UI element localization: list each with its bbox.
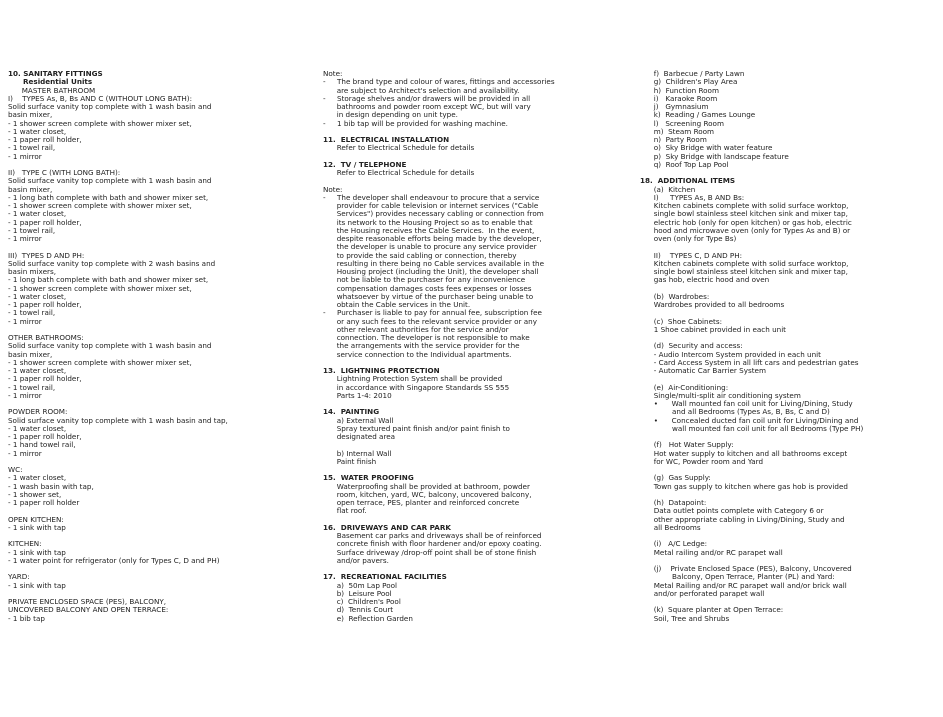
spec-column-middle <box>323 70 639 623</box>
spec-line: KITCHEN: <box>8 539 42 549</box>
spec-line: Solid surface vanity top complete with 2 wash basins and <box>8 258 216 268</box>
spec-line: Soil, Tree and Shrubs <box>640 613 730 623</box>
section-heading: 13. LIGHTNING PROTECTION <box>323 366 440 375</box>
spec-line: I) TYPES As, B AND Bs: <box>640 192 745 202</box>
spec-line: m) Steam Room <box>640 126 715 136</box>
spec-line: - 1 shower screen complete with shower mixer set, <box>8 283 192 293</box>
spec-line: Hot water supply to kitchen and all bathrooms except <box>640 448 848 458</box>
spec-line: the developer is unable to procure any service provider <box>323 242 537 252</box>
spec-line: Kitchen cabinets complete with solid surface worktop, <box>640 258 849 268</box>
spec-line: (c) Shoe Cabinets: <box>640 316 723 326</box>
spec-line: its network to the Housing Project so as to enable that <box>323 217 533 227</box>
spec-line: Lightning Protection System shall be provided <box>323 374 503 384</box>
spec-line: Kitchen cabinets complete with solid surface worktop, <box>640 201 849 210</box>
spec-line: (k) Square planter at Open Terrace: <box>640 605 784 615</box>
spec-line: - Storage shelves and/or drawers will be provided in all <box>323 93 531 103</box>
spec-line: basin mixers, <box>8 267 56 276</box>
spec-line: POWDER ROOM: <box>8 407 68 417</box>
spec-line: - 1 paper roll holder, <box>8 217 82 227</box>
spec-line: - 1 bib tap will be provided for washing machine. <box>323 118 508 128</box>
spec-line: - 1 towel rail, <box>8 382 56 392</box>
spec-line: to provide the said cabling or connection, thereby <box>323 250 517 260</box>
spec-line: single bowl stainless steel kitchen sink and mixer tap, <box>640 209 848 219</box>
spec-line: Solid surface vanity top complete with 1 wash basin and <box>8 341 212 351</box>
spec-line: - 1 towel rail, <box>8 308 56 318</box>
spec-line: hood and microwave oven (only for Types As and B) or <box>640 225 851 235</box>
spec-line: basin mixer, <box>8 184 53 194</box>
spec-line: - 1 sink with tap <box>8 547 66 557</box>
spec-line: - 1 wash basin with tap, <box>8 481 94 491</box>
spec-line: - 1 paper roll holder, <box>8 135 82 144</box>
spec-line: provider for cable television or internet services ("Cable <box>323 201 539 210</box>
spec-line: Metal Railing and/or RC parapet wall and/or brick wall <box>640 580 847 590</box>
spec-line: Refer to Electrical Schedule for details <box>323 143 475 153</box>
spec-line: - 1 paper roll holder <box>8 498 80 507</box>
spec-line: - 1 shower screen complete with shower mixer set, <box>8 357 192 367</box>
spec-line: Basement car parks and driveways shall be of reinforced <box>323 531 542 540</box>
spec-line: - 1 paper roll holder, <box>8 374 82 384</box>
spec-line: (d) Security and access: <box>640 341 743 351</box>
spec-line: (i) A/C Ledge: <box>640 539 708 549</box>
spec-line: - Automatic Car Barrier System <box>640 366 766 375</box>
spec-line: all Bedrooms <box>640 522 701 532</box>
spec-line: o) Sky Bridge with water feature <box>640 143 773 153</box>
spec-line: - 1 mirror <box>8 316 42 326</box>
spec-line: open terrace, PES, planter and reinforced concrete <box>323 498 520 507</box>
spec-line: h) Function Room <box>640 85 719 95</box>
spec-line: in accordance with Singapore Standards SS 555 <box>323 382 510 392</box>
spec-line: d) Tennis Court <box>323 605 394 615</box>
spec-line: b) Internal Wall <box>323 448 392 458</box>
spec-line: Note: <box>323 69 343 78</box>
spec-line: electric hob (only for open kitchen) or gas hob, electric <box>640 217 852 227</box>
spec-line: MASTER BATHROOM <box>8 85 96 95</box>
spec-line: - 1 paper roll holder, <box>8 432 82 441</box>
spec-line: single bowl stainless steel kitchen sink and mixer tap, <box>640 267 848 276</box>
spec-line: Metal railing and/or RC parapet wall <box>640 547 783 557</box>
spec-line: - 1 long bath complete with bath and shower mixer set, <box>8 275 209 285</box>
spec-line: f) Barbecue / Party Lawn <box>640 69 745 78</box>
spec-line: room, kitchen, yard, WC, balcony, uncovered balcony, <box>323 489 532 499</box>
spec-line: - 1 mirror <box>8 448 42 458</box>
spec-line: the Housing receives the Cable Services. In the event, <box>323 225 535 235</box>
spec-line: (j) Private Enclosed Space (PES), Balcony, Uncovered <box>640 564 852 573</box>
spec-line: Wardrobes provided to all bedrooms <box>640 300 785 309</box>
spec-line: e) Reflection Garden <box>323 613 413 623</box>
spec-line: - 1 sink with tap <box>8 522 66 532</box>
spec-line: - Audio Intercom System provided in each unit <box>640 349 821 359</box>
spec-line: (b) Wardrobes: <box>640 291 710 301</box>
spec-line: - 1 water closet, <box>8 366 67 375</box>
spec-line: II) TYPES C, D AND PH: <box>640 250 743 260</box>
spec-line: Services") provides necessary cabling or connection from <box>323 209 544 219</box>
spec-line: designated area <box>323 432 396 441</box>
spec-line: Spray textured paint finish and/or paint finish to <box>323 423 510 433</box>
spec-line: not be liable to the purchaser for any inconvenience <box>323 275 526 285</box>
spec-line: Refer to Electrical Schedule for details <box>323 168 475 177</box>
spec-line: (h) Datapoint: <box>640 498 707 507</box>
section-heading: 18. ADDITIONAL ITEMS <box>640 176 736 186</box>
spec-line: • Concealed ducted fan coil unit for Living/Dining and <box>640 415 859 425</box>
spec-line: - 1 shower screen complete with shower mixer set, <box>8 118 192 128</box>
spec-line: - 1 towel rail, <box>8 143 56 153</box>
spec-line: - 1 water closet, <box>8 209 67 219</box>
spec-line: • Wall mounted fan coil unit for Living/Dining, Study <box>640 399 853 408</box>
spec-line: basin mixer, <box>8 349 53 359</box>
spec-line: - 1 water closet, <box>8 291 67 301</box>
spec-line: in design depending on unit type. <box>323 110 458 120</box>
spec-line: OPEN KITCHEN: <box>8 514 64 524</box>
spec-line: II) TYPE C (WITH LONG BATH): <box>8 168 121 177</box>
spec-line: Solid surface vanity top complete with 1 wash basin and <box>8 102 212 111</box>
section-heading: 12. TV / TELEPHONE <box>323 159 407 169</box>
section-heading: 15. WATER PROOFING <box>323 473 414 483</box>
spec-line: YARD: <box>8 572 30 582</box>
spec-line: - 1 bib tap <box>8 613 45 623</box>
spec-line: (e) Air-Conditioning: <box>640 382 729 392</box>
spec-line <box>8 458 308 466</box>
spec-line: Data outlet points complete with Category 6 or <box>640 506 824 516</box>
spec-line: - 1 towel rail, <box>8 225 56 235</box>
spec-line: Single/multi-split air conditioning system <box>640 390 801 400</box>
spec-line: WC: <box>8 465 23 474</box>
spec-line: - 1 water closet, <box>8 126 67 136</box>
spec-line: despite reasonable efforts being made by the developer, <box>323 234 542 243</box>
spec-line: whatsoever by virtue of the purchaser being unable to <box>323 291 534 301</box>
spec-line: - 1 water closet, <box>8 473 67 483</box>
spec-line: the arrangements with the service provider for the <box>323 341 520 351</box>
spec-line: - Card Access System in all lift cars and pedestrian gates <box>640 357 859 367</box>
spec-line: service connection to the Individual apartments. <box>323 349 512 359</box>
section-heading: Residential Units <box>8 77 93 87</box>
spec-line: q) Roof Top Lap Pool <box>640 159 729 169</box>
spec-line: for WC, Powder room and Yard <box>640 456 764 466</box>
spec-line: Parts 1-4: 2010 <box>323 390 392 400</box>
spec-line: - 1 paper roll holder, <box>8 300 82 309</box>
spec-line: Balcony, Open Terrace, Planter (PL) and Yard: <box>640 572 835 582</box>
spec-line: (f) Hot Water Supply: <box>640 440 734 450</box>
spec-line: OTHER BATHROOMS: <box>8 333 84 342</box>
section-heading: 17. RECREATIONAL FACILITIES <box>323 572 447 582</box>
spec-line: gas hob, electric hood and oven <box>640 275 770 285</box>
spec-line: - 1 long bath complete with bath and shower mixer set, <box>8 192 209 202</box>
spec-line: other relevant authorities for the service and/or <box>323 324 509 334</box>
spec-line: I) TYPES As, B, Bs AND C (WITHOUT LONG BATH): <box>8 93 193 103</box>
spec-line: are subject to Architect's selection and availability. <box>323 85 520 95</box>
spec-line: Note: <box>323 184 343 194</box>
spec-line: (g) Gas Supply: <box>640 473 711 483</box>
spec-line <box>323 177 639 185</box>
spec-line: - 1 mirror <box>8 390 42 400</box>
spec-line: - 1 shower screen complete with shower mixer set, <box>8 201 192 210</box>
spec-line: - 1 mirror <box>8 151 42 161</box>
spec-line: UNCOVERED BALCONY AND OPEN TERRACE: <box>8 605 169 615</box>
spec-line <box>8 565 308 573</box>
spec-line: compensation damages costs fees expenses or losses <box>323 283 532 293</box>
section-heading: 10. SANITARY FITTINGS <box>8 69 103 78</box>
spec-line: - 1 shower set, <box>8 489 62 499</box>
spec-line: a) External Wall <box>323 415 394 425</box>
spec-line: III) TYPES D AND PH: <box>8 250 85 260</box>
spec-line: or any such fees to the relevant service provider or any <box>323 316 537 326</box>
spec-line: - 1 water point for refrigerator (only for Types C, D and PH) <box>8 555 220 565</box>
spec-line: a) 50m Lap Pool <box>323 580 398 590</box>
spec-line: other appropriate cabling in Living/Dining, Study and <box>640 514 845 524</box>
spec-line: flat roof. <box>323 506 367 516</box>
spec-column-right <box>640 70 940 623</box>
spec-column-left <box>8 70 308 623</box>
spec-line: n) Party Room <box>640 135 707 144</box>
spec-line: basin mixer, <box>8 110 53 120</box>
spec-line: and/or perforated parapet wall <box>640 588 765 598</box>
spec-line: Solid surface vanity top complete with 1 wash basin and tap, <box>8 415 228 425</box>
spec-line: - 1 sink with tap <box>8 580 66 590</box>
spec-line: and/or pavers. <box>323 555 389 565</box>
spec-line: resulting in there being no Cable services available in the <box>323 258 545 268</box>
spec-line: Surface driveway /drop-off point shall be of stone finish <box>323 547 537 557</box>
spec-line: connection. The developer is not responsible to make <box>323 333 530 342</box>
spec-line: p) Sky Bridge with landscape feature <box>640 151 789 161</box>
spec-line: Solid surface vanity top complete with 1 wash basin and <box>8 176 212 186</box>
spec-line: Town gas supply to kitchen where gas hob is provided <box>640 481 848 491</box>
spec-line: and all Bedrooms (Types As, B, Bs, C and D) <box>640 407 830 417</box>
spec-line: c) Children's Pool <box>323 597 401 606</box>
spec-line: wall mounted fan coil unit for all Bedrooms (Type PH) <box>640 423 864 433</box>
spec-line: - 1 mirror <box>8 234 42 243</box>
spec-line: Housing project (including the Unit), the developer shall <box>323 267 539 276</box>
section-heading: 16. DRIVEWAYS AND CAR PARK <box>323 522 451 532</box>
section-heading: 14. PAINTING <box>323 407 380 417</box>
spec-line: PRIVATE ENCLOSED SPACE (PES), BALCONY, <box>8 597 167 606</box>
spec-line: g) Children's Play Area <box>640 77 738 87</box>
spec-line: Waterproofing shall be provided at bathroom, powder <box>323 481 530 491</box>
spec-line: - The brand type and colour of wares, fittings and accessories <box>323 77 555 87</box>
spec-line: b) Leisure Pool <box>323 588 392 598</box>
spec-line: oven (only for Type Bs) <box>640 234 737 243</box>
spec-line: - Purchaser is liable to pay for annual fee, subscription fee <box>323 308 542 318</box>
spec-line: - 1 hand towel rail, <box>8 440 76 450</box>
spec-line: concrete finish with floor hardener and/or epoxy coating. <box>323 539 542 549</box>
spec-line: 1 Shoe cabinet provided in each unit <box>640 324 787 334</box>
spec-line: bathrooms and powder room except WC, but will vary <box>323 102 531 111</box>
spec-line: - The developer shall endeavour to procure that a service <box>323 192 540 202</box>
spec-line: k) Reading / Games Lounge <box>640 110 756 120</box>
spec-line: (a) Kitchen <box>640 184 696 194</box>
spec-line: obtain the Cable services in the Unit. <box>323 300 471 309</box>
spec-line: Paint finish <box>323 456 377 466</box>
spec-line: l) Screening Room <box>640 118 724 128</box>
spec-line <box>8 532 308 540</box>
spec-line: i) Karaoke Room <box>640 93 718 103</box>
section-heading: 11. ELECTRICAL INSTALLATION <box>323 135 450 144</box>
spec-line: j) Gymnasium <box>640 102 709 111</box>
spec-line: - 1 water closet, <box>8 423 67 433</box>
